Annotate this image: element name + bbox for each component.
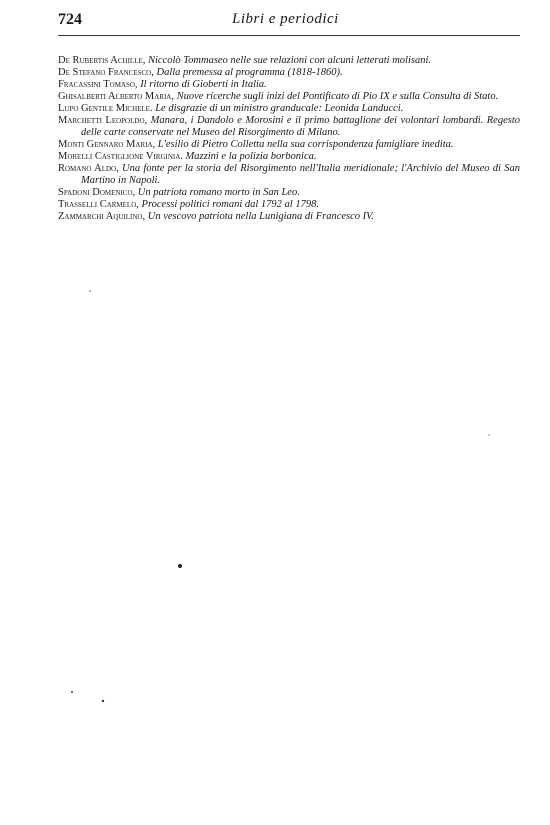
speck-mark	[178, 564, 182, 568]
work-title: Dalla premessa al programma (1818-1860).	[156, 67, 343, 78]
author-name: Fracassini Tomaso,	[58, 79, 138, 90]
bibliography-list	[58, 55, 520, 223]
author-name: Trasselli Carmelo,	[58, 199, 139, 210]
author-name: Morelli Castiglione Virginia.	[58, 151, 183, 162]
speck-mark	[71, 691, 73, 693]
list-item	[58, 151, 520, 163]
list-item	[58, 187, 520, 199]
author-name: De Stefano Francesco,	[58, 67, 154, 78]
author-name: Monti Gennaro Maria,	[58, 139, 156, 150]
header-rule	[58, 35, 520, 36]
speck-mark	[488, 434, 489, 435]
author-name: De Rubertis Achille,	[58, 55, 146, 66]
work-title: Nuove ricerche sugli inizi del Pontificato di Pio IX e sulla Consulta di Stato.	[176, 91, 499, 102]
work-title: Un vescovo patriota nella Lunigiana di Francesco IV.	[147, 211, 374, 222]
list-item	[58, 103, 520, 115]
speck-mark	[89, 290, 91, 292]
speck-mark	[102, 700, 104, 702]
running-title: Libri e periodici	[232, 11, 339, 27]
work-title: L'esilio di Pietro Colletta nella sua corrispondenza famigliare inedita.	[157, 139, 454, 150]
work-title: Il ritorno di Gioberti in Italia.	[140, 79, 267, 90]
work-title: Manara, i Dandolo e Morosini e il primo battaglione dei volontari lombardi. Regesto delle carte conservate nel Museo del Risorgimento di Milano.	[81, 115, 520, 138]
work-title: Processi politici romani dal 1792 al 1798.	[141, 199, 319, 210]
list-item	[58, 211, 520, 223]
work-title: Le disgrazie di un ministro granducale: Leonida Landucci.	[155, 103, 404, 114]
work-title: Niccolò Tommaseo nelle sue relazioni con alcuni letterati molisani.	[148, 55, 431, 66]
work-title: Una fonte per la storia del Risorgimento nell'Italia meridionale; l'Archivio del Museo di San Martino in Napoli.	[81, 163, 521, 186]
author-name: Spadoni Domenico,	[58, 187, 136, 198]
work-title: Mazzini e la polizia borbonica.	[185, 151, 317, 162]
work-title: Un patriota romano morto in San Leo.	[137, 187, 300, 198]
list-item	[58, 139, 520, 151]
author-name: Romano Aldo,	[58, 163, 119, 174]
author-name: Marchetti Leopoldo,	[58, 115, 148, 126]
list-item	[58, 163, 520, 187]
author-name: Lupo Gentile Michele.	[58, 103, 153, 114]
list-item	[58, 115, 520, 139]
list-item	[58, 199, 520, 211]
list-item	[58, 67, 520, 79]
list-item	[58, 91, 520, 103]
author-name: Zammarchi Aquilino,	[58, 211, 146, 222]
list-item	[58, 79, 520, 91]
page-number: 724	[58, 11, 82, 28]
list-item	[58, 55, 520, 67]
author-name: Ghisalberti Alberto Maria,	[58, 91, 174, 102]
